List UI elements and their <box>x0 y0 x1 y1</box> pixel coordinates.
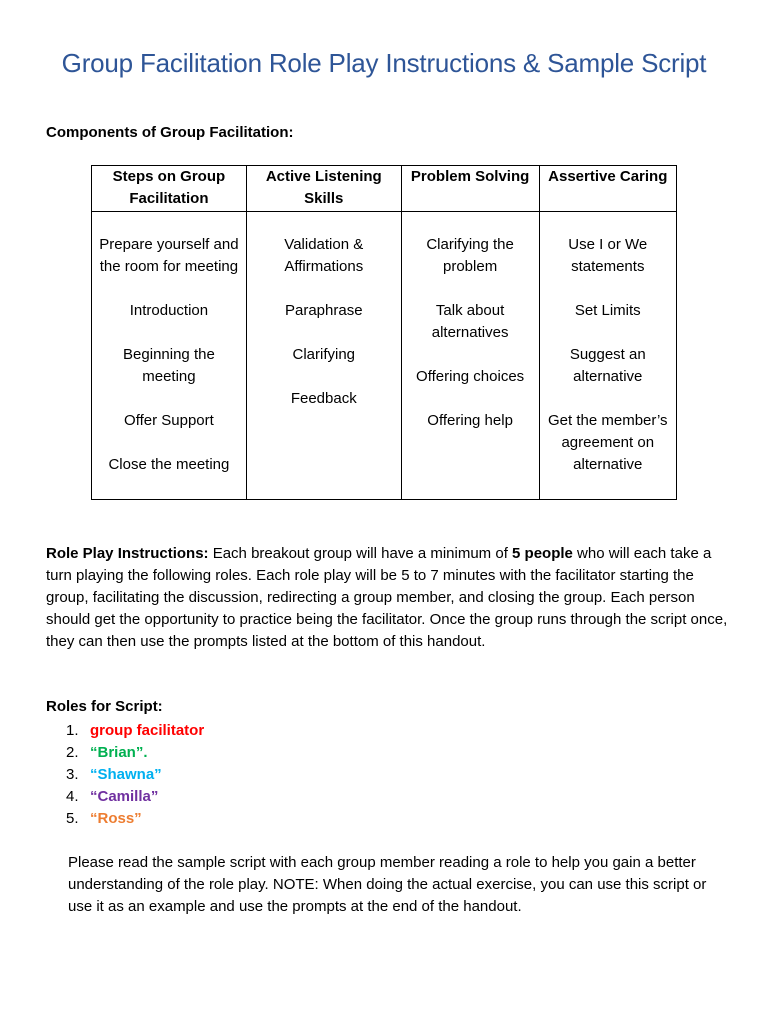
instructions-text-1: Each breakout group will have a minimum of <box>208 545 513 562</box>
page-title: Group Facilitation Role Play Instructions & Sample Script <box>61 48 707 78</box>
header-problem-solving: Problem Solving <box>401 166 539 212</box>
instructions-label: Role Play Instructions: <box>46 545 209 562</box>
role-play-instructions <box>46 543 731 653</box>
roles-list <box>48 720 204 830</box>
instructions-people-count: 5 people <box>512 545 573 562</box>
list-item: Suggest an alternative <box>569 346 646 385</box>
list-item: Use I or We statements <box>568 236 648 275</box>
role-camilla: “Camilla” <box>90 788 159 805</box>
list-item: Paraphrase <box>284 302 363 319</box>
role-number: 5. <box>66 810 79 827</box>
components-heading: Components of Group Facilitation: <box>46 124 294 141</box>
role-brian: “Brian”. <box>90 744 148 761</box>
role-number: 3. <box>66 766 79 783</box>
list-item: Close the meeting <box>108 456 230 473</box>
list-item <box>48 808 204 830</box>
role-shawna: “Shawna” <box>90 766 162 783</box>
cell-active-listening <box>246 212 401 500</box>
script-note: Please read the sample script with each group member reading a role to help you gain a better understanding of the role play. NOTE: When doing the actual exercise, you can use this script or use it as an example and use the prompts at the end of the handout. <box>68 854 707 915</box>
cell-problem-solving <box>401 212 539 500</box>
list-item <box>48 764 204 786</box>
table-row <box>92 212 677 500</box>
role-number: 4. <box>66 788 79 805</box>
list-item: Validation & Affirmations <box>284 236 364 275</box>
role-group-facilitator: group facilitator <box>90 722 205 739</box>
list-item: Clarifying <box>292 346 356 363</box>
role-ross: “Ross” <box>90 810 142 827</box>
list-item: Set Limits <box>574 302 641 319</box>
role-number: 2. <box>66 744 79 761</box>
cell-assertive-caring <box>539 212 676 500</box>
cell-steps <box>92 212 247 500</box>
header-active-listening: Active Listening Skills <box>246 166 401 212</box>
list-item <box>48 786 204 808</box>
list-item: Introduction <box>129 302 209 319</box>
list-item: Offer Support <box>124 412 214 429</box>
list-item: Talk about alternatives <box>431 302 509 341</box>
header-assertive-caring: Assertive Caring <box>539 166 676 212</box>
list-item: Beginning the meeting <box>123 346 215 385</box>
instructions-text-2: who will each take a turn playing the following roles. Each role play will be 5 to 7 minutes with the facilitator starting the group, facilitating the discussion, redirecting a group member, and closing the group. Each person should get the opportunity to practice being the facilitator. Once the group runs through the script once, they can then use the prompts listed at the bottom of this handout. <box>46 545 728 650</box>
list-item <box>48 742 204 764</box>
list-item: Get the member’s agreement on alternative <box>548 412 668 473</box>
header-steps: Steps on Group Facilitation <box>92 166 247 212</box>
list-item: Clarifying the problem <box>426 236 514 275</box>
table-header-row <box>92 166 677 212</box>
list-item <box>48 720 204 742</box>
list-item: Prepare yourself and the room for meeting <box>99 236 239 275</box>
list-item: Offering choices <box>416 368 525 385</box>
role-number: 1. <box>66 722 79 739</box>
roles-heading: Roles for Script: <box>46 698 163 715</box>
list-item: Feedback <box>290 390 357 407</box>
components-table <box>91 165 677 500</box>
list-item: Offering help <box>427 412 513 429</box>
